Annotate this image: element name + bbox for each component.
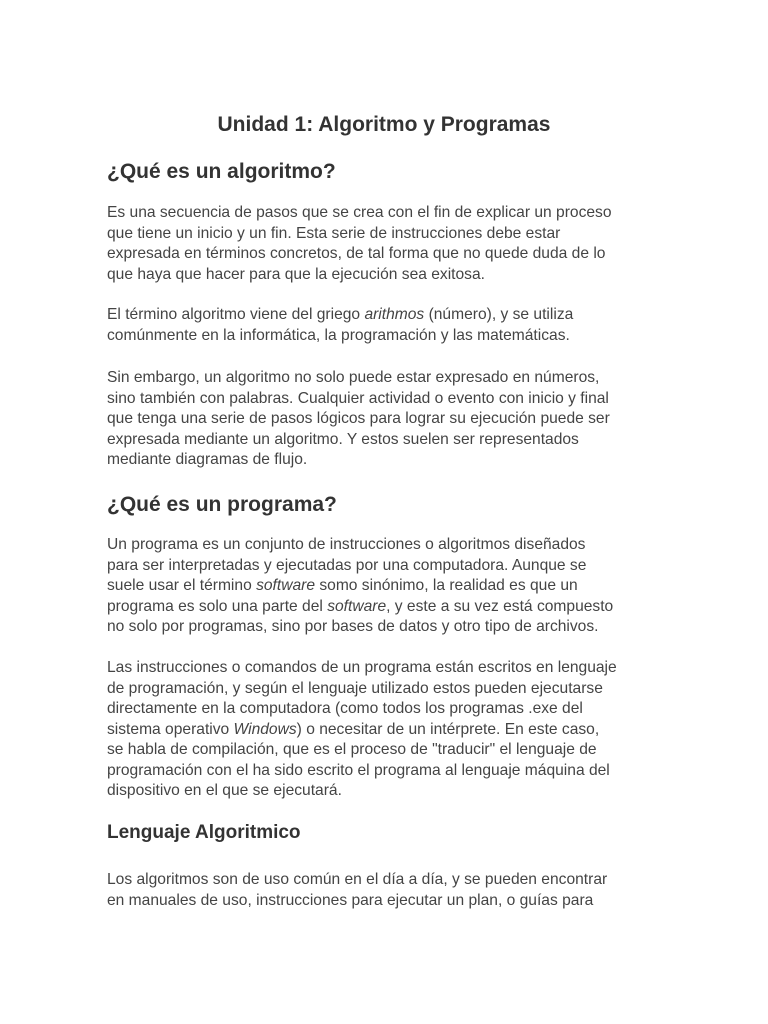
- text-line: que haya que hacer para que la ejecución sea exitosa.: [107, 265, 485, 283]
- paragraph-algoritmo-etimologia: [107, 305, 667, 346]
- text-line: Es una secuencia de pasos que se crea con el fin de explicar un proceso: [107, 204, 612, 221]
- italic-term: arithmos: [364, 306, 425, 323]
- document-title: Unidad 1: Algoritmo y Programas: [217, 113, 551, 136]
- text-line: Los algoritmos son de uso común en el día a día, y se pueden encontrar: [107, 871, 608, 888]
- text-line: El término algoritmo viene del griego arithmos (número), y se utiliza: [107, 306, 574, 323]
- heading-lenguaje-algoritmico: Lenguaje Algoritmico: [107, 822, 301, 843]
- italic-term: software: [256, 577, 316, 594]
- paragraph-algoritmo-definicion: [107, 203, 667, 285]
- text-line: que tiene un inicio y un fin. Esta serie de instrucciones debe estar: [107, 224, 561, 242]
- text-line: se habla de compilación, que es el proceso de "traducir" el lenguaje de: [107, 741, 597, 758]
- text-line: Sin embargo, un algoritmo no solo puede estar expresado en números,: [107, 369, 600, 386]
- text-line: programa es solo una parte del software, y este a su vez está compuesto: [107, 597, 614, 615]
- text-line: que tenga una serie de pasos lógicos para lograr su ejecución puede ser: [107, 410, 610, 427]
- text-line: mediante diagramas de flujo.: [107, 451, 308, 468]
- text-line: dispositivo en el que se ejecutará.: [107, 782, 342, 799]
- italic-term: Windows: [233, 720, 297, 738]
- text-line: en manuales de uso, instrucciones para ejecutar un plan, o guías para: [107, 891, 594, 909]
- heading-que-es-algoritmo: ¿Qué es un algoritmo?: [107, 160, 336, 183]
- text-line: programación con el ha sido escrito el programa al lenguaje máquina del: [107, 761, 610, 779]
- text-line: Las instrucciones o comandos de un programa están escritos en lenguaje: [107, 659, 617, 676]
- paragraph-algoritmo-palabras: [107, 368, 667, 471]
- text-line: Un programa es un conjunto de instrucciones o algoritmos diseñados: [107, 536, 586, 553]
- italic-term: software: [327, 597, 387, 615]
- paragraph-programa-lenguaje: [107, 658, 667, 802]
- text-line: comúnmente en la informática, la programación y las matemáticas.: [107, 326, 570, 344]
- text-line: sistema operativo Windows) o necesitar de un intérprete. En este caso,: [107, 720, 600, 738]
- paragraph-programa-definicion: [107, 535, 667, 638]
- text-line: suele usar el término software somo sinónimo, la realidad es que un: [107, 577, 578, 594]
- text-line: expresada en términos concretos, de tal forma que no quede duda de lo: [107, 245, 606, 262]
- text-line: expresada mediante un algoritmo. Y estos suelen ser representados: [107, 430, 579, 448]
- text-line: no solo por programas, sino por bases de datos y otro tipo de archivos.: [107, 618, 599, 635]
- text-line: sino también con palabras. Cualquier actividad o evento con inicio y final: [107, 389, 609, 407]
- heading-que-es-programa: ¿Qué es un programa?: [107, 493, 337, 516]
- text-line: de programación, y según el lenguaje utilizado estos pueden ejecutarse: [107, 679, 603, 697]
- paragraph-lenguaje-algoritmico: [107, 870, 667, 911]
- text-line: directamente en la computadora (como todos los programas .exe del: [107, 700, 583, 717]
- text-line: para ser interpretadas y ejecutadas por una computadora. Aunque se: [107, 556, 587, 574]
